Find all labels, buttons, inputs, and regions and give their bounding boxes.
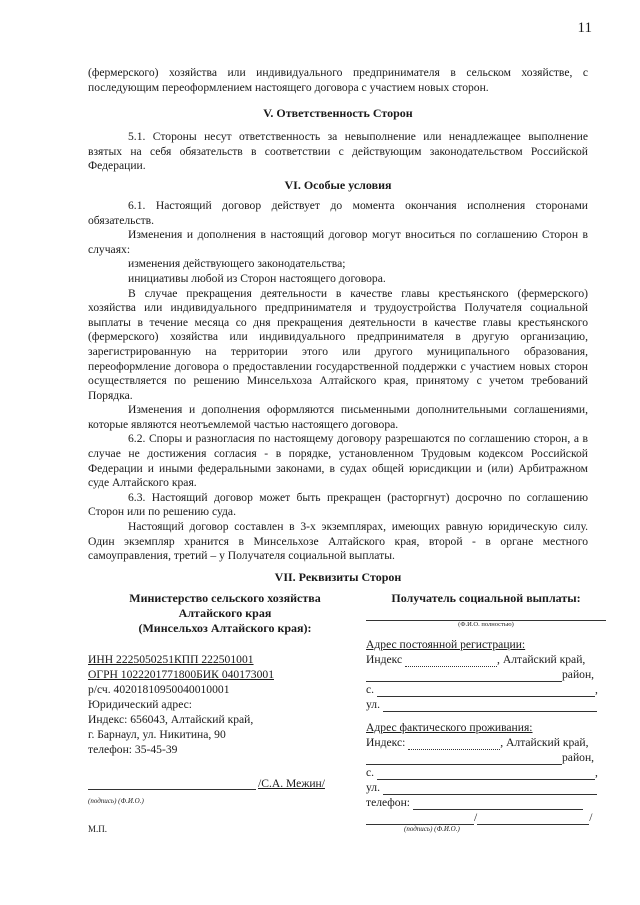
page-number: 11	[577, 20, 592, 36]
ministry-signature-line	[88, 789, 256, 790]
recipient-act-village-label: с.	[366, 765, 375, 779]
document-body	[88, 66, 598, 834]
paragraph-5-1: 5.1. Стороны несут ответственность за невыполнение или ненадлежащее выполнение взятых на себя обязательств в соответствии с действующим законодательством Российской Федерации.	[88, 130, 588, 173]
recipient-phone-row	[366, 795, 606, 810]
recipient-signature-slash-2: /	[589, 810, 593, 824]
paragraph-6-3: 6.3. Настоящий договор может быть прекращен (расторгнут) досрочно по соглашению Сторон или по решению суда.	[88, 490, 588, 519]
section-5-title: V. Ответственность Сторон	[263, 106, 413, 121]
recipient-reg-index-label: Индекс	[366, 652, 403, 666]
section-6-title: VI. Особые условия	[284, 177, 392, 192]
recipient-reg-street-label: ул.	[366, 697, 380, 711]
recipient-act-district-field	[366, 752, 562, 765]
recipient-act-village-field	[377, 767, 595, 780]
ministry-address-line-1: Индекс: 656043, Алтайский край,	[88, 712, 254, 726]
intro-paragraph: (фермерского) хозяйства или индивидуального предпринимателя в сельском хозяйстве, с последующим переоформлением настоящего договора с участием новых сторон.	[88, 66, 588, 94]
ministry-ogrn-bik: ОГРН 1022201771800БИК 040173001	[88, 667, 274, 681]
recipient-reg-district-field	[366, 669, 562, 682]
recipient-act-index-label: Индекс:	[366, 735, 406, 749]
ministry-legal-address-label: Юридический адрес:	[88, 697, 193, 711]
recipient-act-street-field	[383, 782, 597, 795]
ministry-account: р/сч. 40201810950040010001	[88, 682, 230, 696]
ministry-address-line-2: г. Барнаул, ул. Никитина, 90	[88, 727, 226, 741]
ministry-name-line-3: (Минсельхоз Алтайского края):	[138, 620, 312, 635]
recipient-reg-address-label: Адрес постоянной регистрации:	[366, 637, 526, 651]
recipient-reg-village-row	[366, 682, 606, 697]
recipient-act-street-label: ул.	[366, 780, 380, 794]
paragraph-6-termination: В случае прекращения деятельности в качестве главы крестьянского (фермерского) хозяйства или индивидуального предпринимателя и трудоустройства Получателя социальной выплаты в течение месяца со дня прекращения деятельности в качестве главы крестьянского (фермерского) хозяйства или индивидуального предпринимателя в другую организацию, зарегистрированную на территории этого или другого муниципального образования, переоформление договора о предоставлении государственной поддержки с участием новых сторон осуществляется по решению Минсельхоза Алтайского края, принятому с учетом требований Порядка.	[88, 286, 588, 402]
paragraph-6-case-1: изменения действующего законодательства;	[128, 257, 346, 271]
section-7-title: VII. Реквизиты Сторон	[274, 569, 402, 584]
recipient-signature-slash-1: /	[474, 810, 478, 824]
ministry-signature	[88, 777, 338, 795]
recipient-fio-line	[366, 606, 606, 621]
paragraph-6-2: 6.2. Споры и разногласия по настоящему договору разрешаются по соглашению сторон, а в случае не достижения согласия - в порядке, установленном Трудовым кодексом Российской Федерации и иными федеральными законами, в судах общей юрисдикции и (или) Арбитражном суде Алтайского края.	[88, 432, 588, 490]
recipient-reg-index-field	[405, 654, 497, 667]
recipient-fio-field	[477, 812, 589, 825]
ministry-phone: телефон: 35-45-39	[88, 742, 178, 756]
recipient-phone-field	[413, 797, 583, 810]
paragraph-6-copies: Настоящий договор составлен в 3-х экземплярах, имеющих равную юридическую силу. Один экземпляр хранится в Минсельхозе Алтайского края, второй - в органе местного самоуправления, третий – у Получателя социальной выплаты.	[88, 520, 588, 563]
recipient-reg-street-field	[383, 699, 597, 712]
recipient-signature-caption: (подпись) (Ф.И.О.)	[404, 824, 460, 833]
recipient-act-village-comma: ,	[594, 765, 598, 779]
paragraph-6-case-2: инициативы любой из Сторон настоящего договора.	[128, 271, 386, 285]
recipient-act-street-row	[366, 780, 606, 795]
paragraph-6-amendments: Изменения и дополнения оформляются письменными дополнительными соглашениями, которые являются неотъемлемой частью настоящего договора.	[88, 403, 588, 431]
recipient-act-district-row	[366, 750, 606, 765]
ministry-name-line-2: Алтайского края	[178, 605, 272, 620]
recipient-signature-row	[366, 810, 606, 825]
ministry-signature-caption: (подпись) (Ф.И.О.)	[88, 796, 144, 805]
recipient-reg-village-label: с.	[366, 682, 375, 696]
recipient-reg-street-row	[366, 697, 606, 712]
recipient-act-index-row	[366, 735, 606, 750]
recipient-act-region: , Алтайский край,	[500, 735, 589, 749]
recipient-act-village-row	[366, 765, 606, 780]
recipient-title: Получатель социальной выплаты:	[391, 590, 581, 605]
recipient-signature-field	[366, 812, 474, 825]
recipient-fio-caption: (Ф.И.О. полностью)	[458, 620, 514, 628]
recipient-reg-district-row	[366, 667, 606, 682]
ministry-requisites	[88, 591, 338, 837]
recipient-reg-index-row	[366, 652, 606, 667]
paragraph-6-changes: Изменения и дополнения в настоящий договор могут вноситься по соглашению Сторон в случаях:	[88, 228, 588, 256]
recipient-act-district: район,	[562, 750, 595, 764]
requisites-block	[88, 590, 598, 834]
recipient-reg-village-field	[377, 684, 595, 697]
stamp-placeholder: М.П.	[88, 823, 108, 834]
recipient-phone-label: телефон:	[366, 795, 411, 809]
ministry-signatory: /С.А. Межин/	[258, 776, 325, 790]
recipient-reg-village-comma: ,	[594, 682, 598, 696]
recipient-reg-district: район,	[562, 667, 595, 681]
recipient-act-index-field	[408, 737, 500, 750]
recipient-actual-address-label: Адрес фактического проживания:	[366, 720, 533, 734]
ministry-inn-kpp: ИНН 2225050251КПП 222501001	[88, 652, 254, 666]
ministry-name-line-1: Министерство сельского хозяйства	[129, 590, 321, 605]
recipient-requisites	[366, 591, 606, 834]
paragraph-6-1: 6.1. Настоящий договор действует до момента окончания исполнения сторонами обязательств.	[88, 198, 588, 227]
recipient-reg-region: , Алтайский край,	[497, 652, 586, 666]
